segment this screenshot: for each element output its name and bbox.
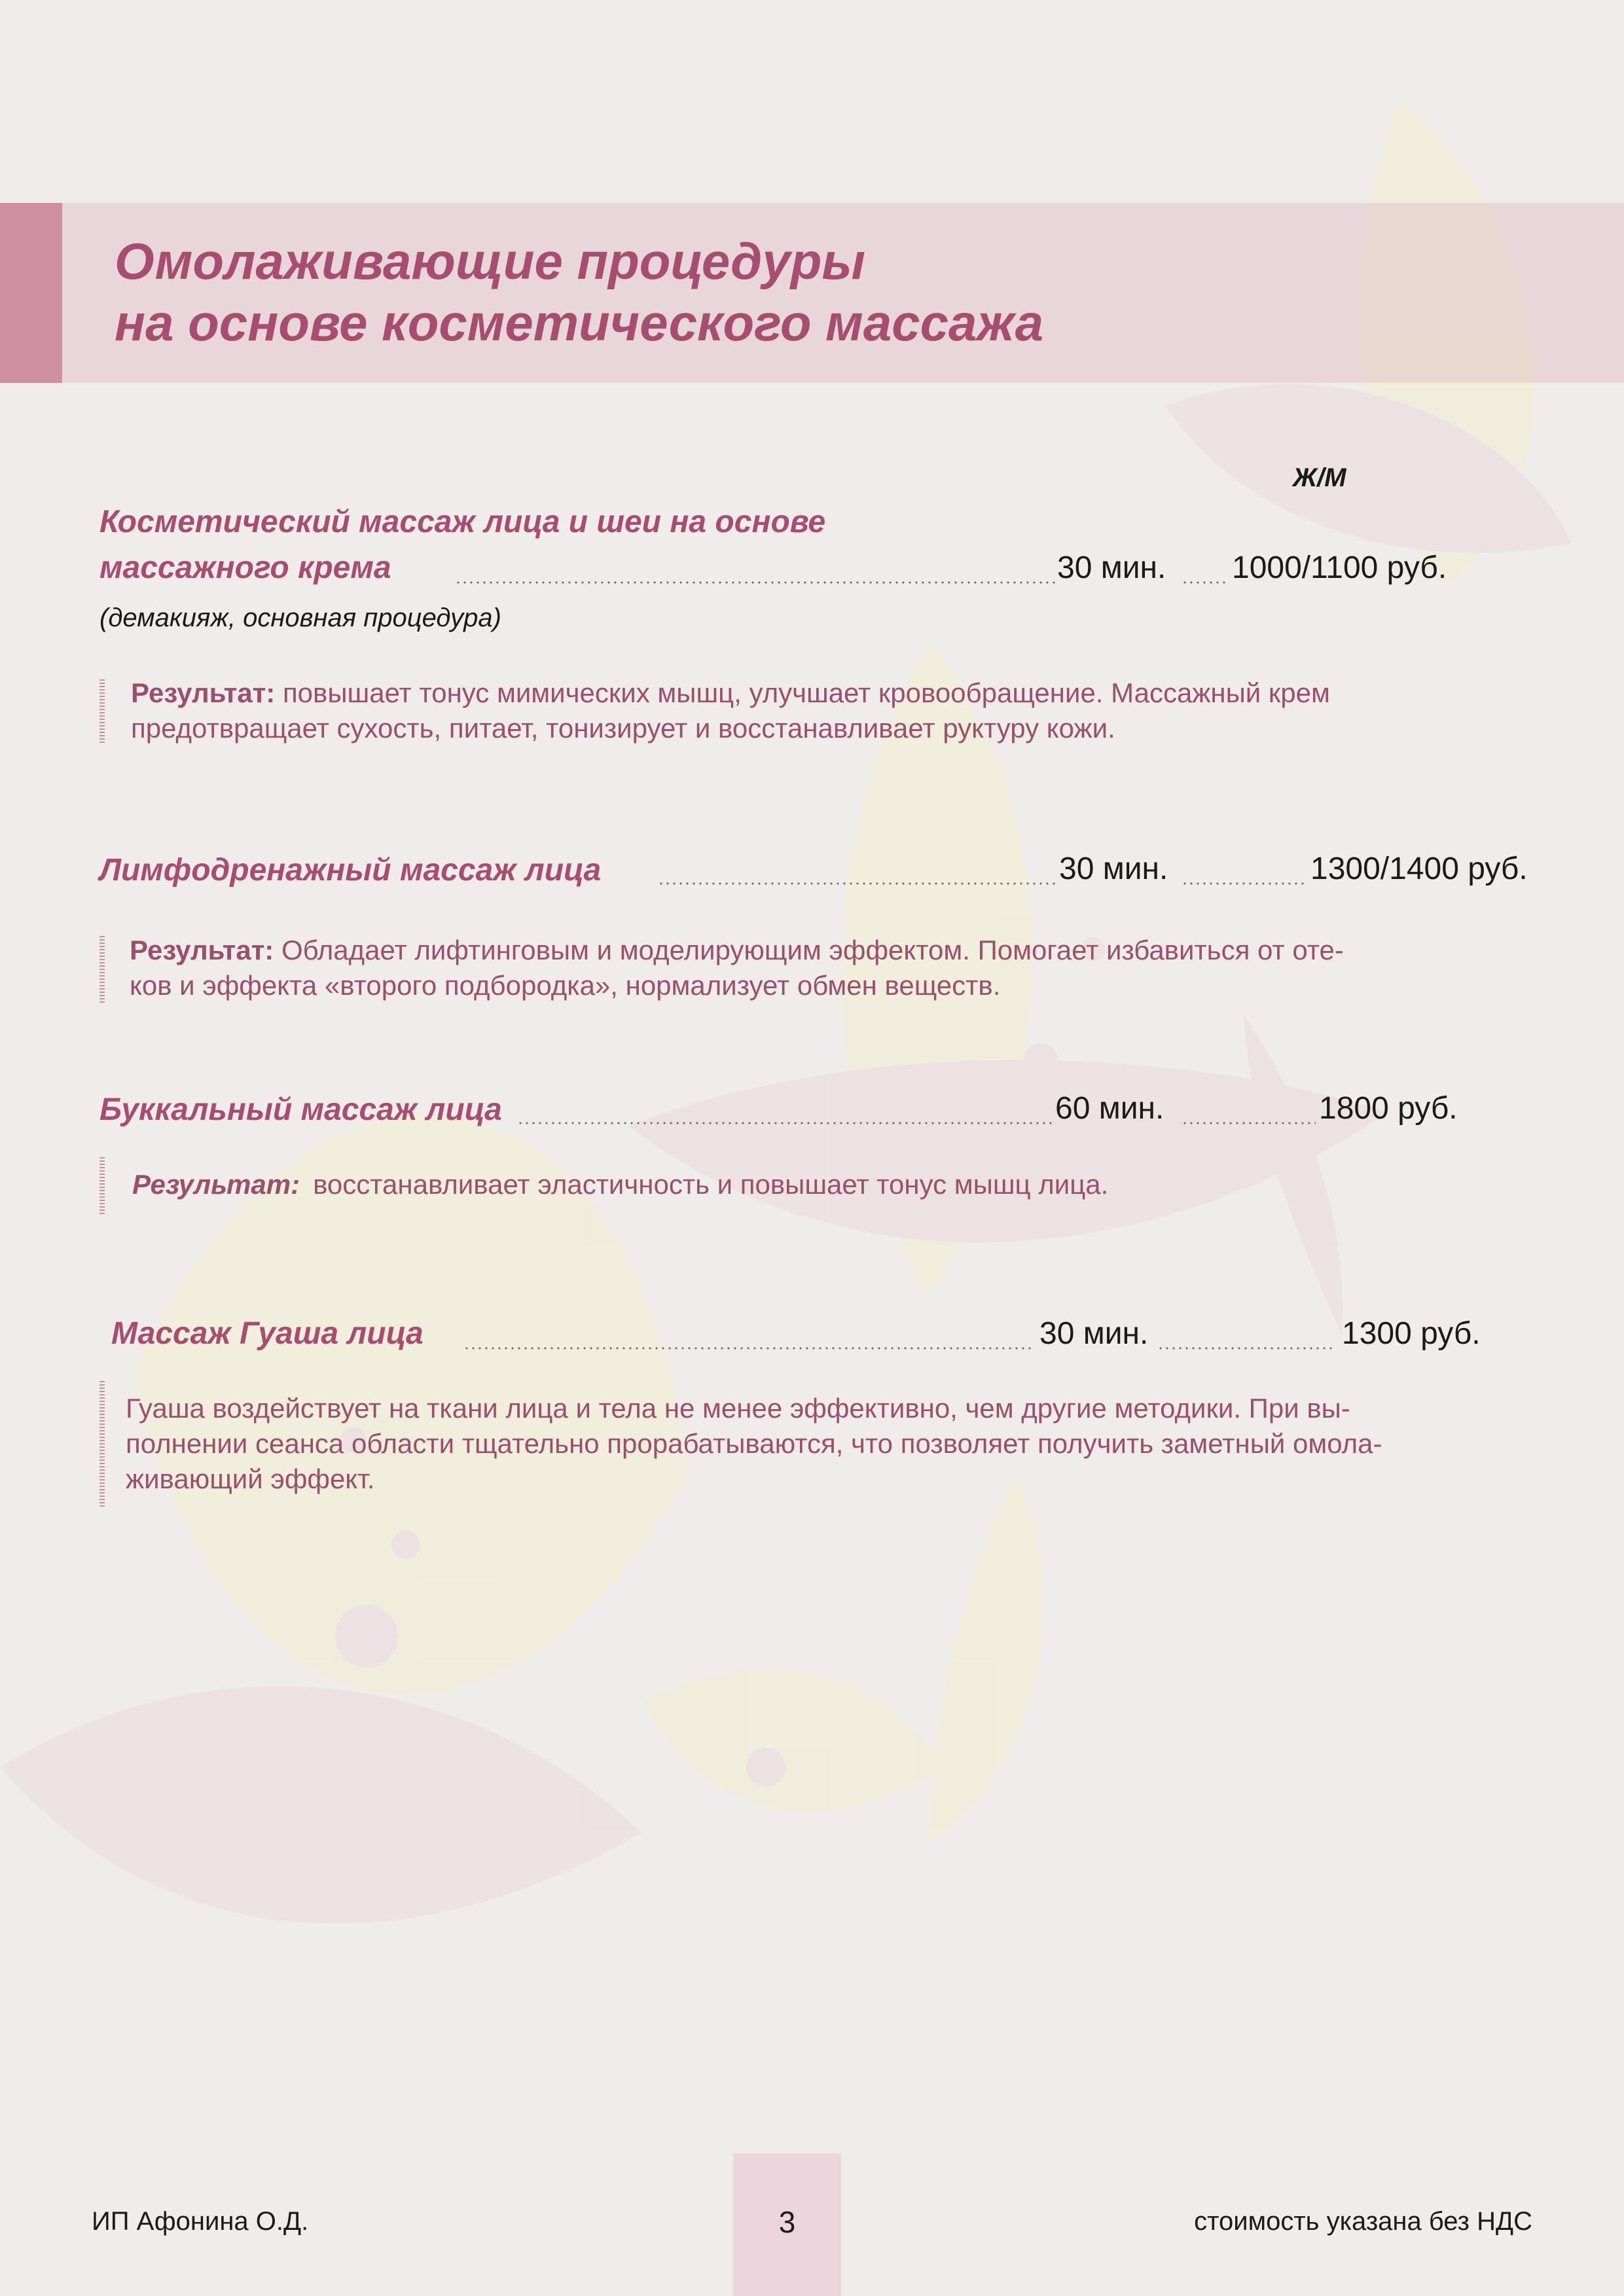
result-marker xyxy=(99,1381,105,1507)
service-duration: 30 мин. xyxy=(1039,1316,1149,1351)
gender-column-label: Ж/М xyxy=(1293,463,1346,492)
leader-dots xyxy=(517,1122,1054,1124)
leader-dots xyxy=(1182,581,1229,584)
result-marker xyxy=(99,1157,105,1216)
leader-dots xyxy=(463,1347,1033,1350)
service-duration: 60 мин. xyxy=(1055,1091,1164,1126)
service-name-line2: массажного крема xyxy=(99,550,391,585)
description-line2: полнении сеанса области тщательно прорабатываются, что позволяет получить заметный омола- xyxy=(126,1428,1382,1459)
result-text-line1: Обладает лифтинговым и моделирующим эффектом. Помогает избавиться от оте- xyxy=(281,935,1344,965)
service-name: Массаж Гуаша лица xyxy=(111,1316,424,1351)
page-number: 3 xyxy=(778,2205,796,2239)
service-result xyxy=(131,675,1330,746)
service-duration: 30 мин. xyxy=(1059,852,1168,886)
result-text-line2: предотвращает сухость, питает, тонизирует и восстанавливает руктуру кожи. xyxy=(131,713,1115,744)
service-price: 1800 руб. xyxy=(1319,1091,1458,1126)
header-accent-bar xyxy=(0,203,62,383)
service-description xyxy=(126,1391,1382,1497)
result-text-line1: восстанавливает эластичность и повышает тонус мышц лица. xyxy=(313,1169,1109,1200)
result-marker xyxy=(99,679,105,745)
service-note: (демакияж, основная процедура) xyxy=(99,603,501,632)
footer-company: ИП Афонина О.Д. xyxy=(92,2207,309,2236)
result-label: Результат: xyxy=(130,935,274,965)
result-text-line1: повышает тонус мимических мышц, улучшает кровообращение. Массажный крем xyxy=(282,677,1330,708)
service-result xyxy=(130,933,1344,1003)
result-label: Результат: xyxy=(131,677,276,708)
leader-dots xyxy=(658,882,1057,885)
leader-dots xyxy=(1157,1347,1335,1350)
page-title xyxy=(115,230,1043,353)
service-name: Лимфодренажный массаж лица xyxy=(99,853,602,888)
service-price: 1300 руб. xyxy=(1342,1316,1481,1351)
service-name-line1: Косметический массаж лица и шеи на основе xyxy=(99,505,826,539)
service-name: Буккальный массаж лица xyxy=(99,1092,502,1127)
leader-dots xyxy=(455,581,1056,584)
service-price: 1000/1100 руб. xyxy=(1232,550,1447,585)
page-title-line2: на основе косметического массажа xyxy=(115,294,1044,351)
service-duration: 30 мин. xyxy=(1057,550,1166,585)
result-label: Результат: xyxy=(132,1169,300,1200)
service-result xyxy=(132,1167,1108,1202)
description-line3: живающий эффект. xyxy=(126,1463,375,1494)
footer-vat-note: стоимость указана без НДС xyxy=(1194,2207,1532,2236)
description-line1: Гуаша воздействует на ткани лица и тела не менее эффективно, чем другие методики. При вы- xyxy=(126,1393,1350,1424)
service-price: 1300/1400 руб. xyxy=(1310,852,1528,886)
result-text-line2: ков и эффекта «второго подбородка», нормализует обмен веществ. xyxy=(130,970,1001,1001)
leader-dots xyxy=(1182,1122,1316,1124)
page-title-line1: Омолаживающие процедуры xyxy=(115,232,866,290)
result-marker xyxy=(99,936,105,1005)
leader-dots xyxy=(1182,882,1307,885)
